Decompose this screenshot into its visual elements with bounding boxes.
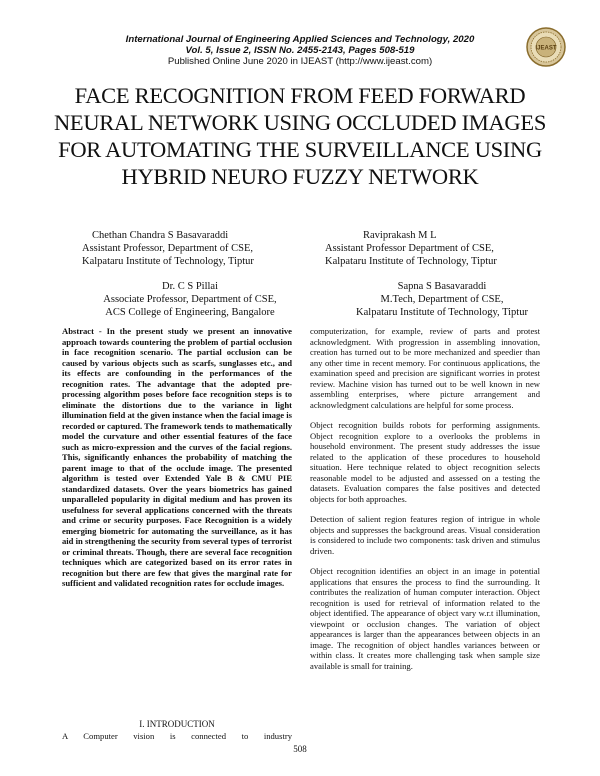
svg-text:IJEAST: IJEAST: [535, 45, 557, 52]
author-1: [82, 229, 254, 268]
author-2: [325, 229, 497, 268]
introduction-text: A Computer vision is connected to industry: [62, 731, 292, 741]
author-position: Assistant Professor, Department of CSE,: [82, 243, 254, 254]
author-name: Raviprakash M L: [363, 230, 437, 241]
paragraph: computerization, for example, review of parts and protest acknowledgment. With progression in assembling innovation, creation has turned out to be more mechanized and speedier than any other time in recent memory. For continuous applications, the examination speed and precision are significant worries in protest review. Machine vision has turned out to be well known in new assembling enterprises, where picture arrangement and acknowledgment calculations are helpful for some process.: [310, 326, 540, 410]
paragraph: Detection of salient region features region of intrigue in whole objects and suppresses the background areas. Visual consideration is considered to include two components: task driven and stimulus driven.: [310, 514, 540, 556]
journal-name: International Journal of Engineering Applied Sciences and Technology, 2020: [125, 34, 475, 45]
page-number: 508: [293, 744, 307, 754]
author-affiliation: ACS College of Engineering, Bangalore: [105, 307, 275, 318]
author-position: Assistant Professor Department of CSE,: [325, 243, 494, 254]
section-heading-introduction: I. INTRODUCTION: [139, 719, 215, 729]
author-position: Associate Professor, Department of CSE,: [103, 294, 277, 305]
paragraph: Object recognition identifies an object in an image in potential applications that ensures the process to find the surrounding. It contributes the realization of human computer interaction. Object recognition is used for retrieval of information related to the object identified. The appearance of object vary w.r.t illumination, viewpoint or occlusion changes. The variation of object appearances is larger than the appearances between objects in an image. The recognition of object handles variances between or within class. It creates more challenging task when sample size available is small for training.: [310, 566, 540, 671]
author-3: [70, 280, 310, 319]
journal-volume: Vol. 5, Issue 2, ISSN No. 2455-2143, Pages 508-519: [185, 45, 415, 56]
abstract: Abstract - In the present study we present an innovative approach towards countering the problem of partial occlusion in face recognition scenario. The partial occlusion can be caused by various objects such as scarfs, sunglasses etc., and its effects are confounding in the performances of the recognition rates. The advantage that the adopted pre-processing algorithm poses before face recognition steps is to eliminate the distortions due to the variance in light illumination field at the given instance when the facial image is recorded or captured. The framework tends to mathematically model the curvature and other essential features of the face such as micro-expression and the curves of the facial regions. This, significantly enhances the probability of matching the parent image to that of the occlude image. The presented algorithm is tested over Extended Yale B & CMU PIE standardized datasets. Over the years biometrics has gained unparalleled popularity in digital medium and has proven its usefulness for several applications concerned with the threats and crime or security purposes. Face Recognition is a widely emerging biometric for automating the surveillance, as it has aid in strengthening the security from several types of terrorist or criminal threats. Though, there are several face recognition techniques which are categorized based on its error rates in recognition but there are few that gives the marginal rate for sufficient and validated recognition rates for occlude images.: [62, 326, 292, 588]
author-name: Chethan Chandra S Basavaraddi: [92, 230, 229, 241]
author-affiliation: Kalpataru Institute of Technology, Tiptur: [356, 307, 528, 318]
author-affiliation: Kalpataru Institute of Technology, Tiptur: [325, 256, 497, 267]
author-name: Sapna S Basavaraddi: [397, 281, 487, 292]
author-name: Dr. C S Pillai: [161, 281, 218, 292]
author-affiliation: Kalpataru Institute of Technology, Tiptur: [82, 256, 254, 267]
author-4: [322, 280, 562, 319]
journal-seal-logo: [526, 27, 566, 67]
paragraph: Object recognition builds robots for performing assignments. Object recognition explore to a overlooks the problems in household environment. The present study addresses the issue related to the application of these procedures to household situation. Here technique related to object recognition selects reasonable model to be adjusted and assessed on a testing the datasets. Evaluation compares the false positives and detected objects for both approaches.: [310, 420, 540, 504]
author-position: M.Tech, Department of CSE,: [380, 294, 504, 305]
paper-title: FACE RECOGNITION FROM FEED FORWARD NEURAL NETWORK USING OCCLUDED IMAGES FOR AUTOMATING THE SURVEILLANCE USING HYBRID NEURO FUZZY NETWORK: [53, 83, 547, 189]
right-column: [310, 326, 540, 681]
journal-published: Published Online June 2020 in IJEAST (http://www.ijeast.com): [167, 56, 433, 67]
